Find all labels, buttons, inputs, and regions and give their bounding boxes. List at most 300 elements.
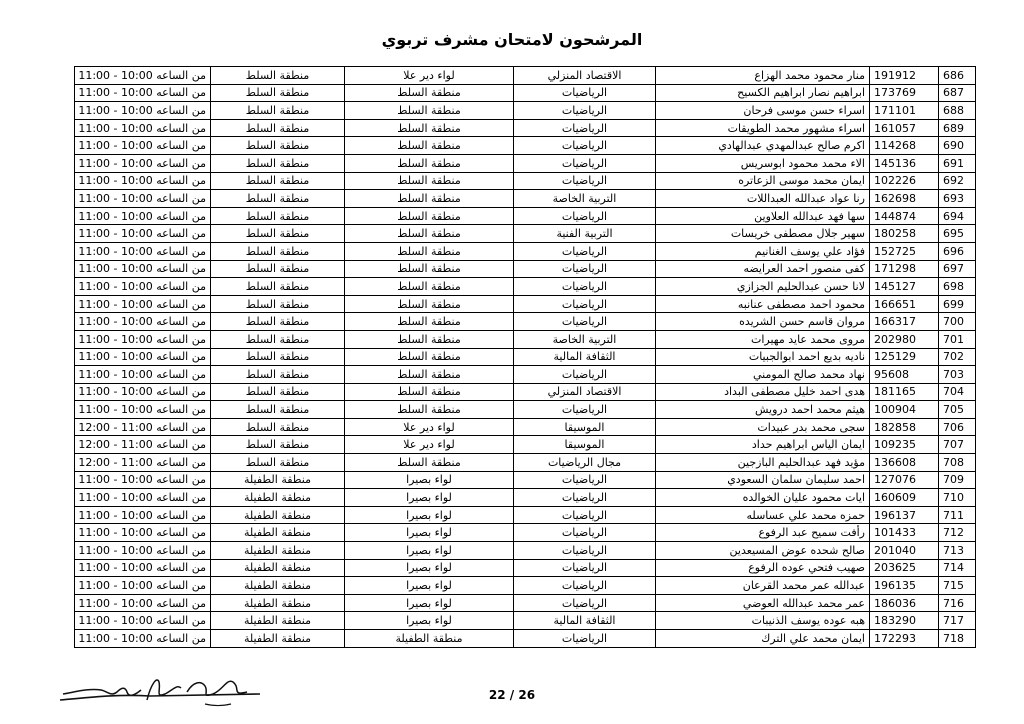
- row-number-cell: [939, 489, 976, 507]
- directorate-cell: [345, 330, 514, 348]
- exam-time-cell: [75, 102, 211, 120]
- candidate-id-cell: [870, 612, 939, 630]
- exam-time: من الساعه 10:00 - 11:00: [78, 68, 206, 82]
- row-number: 706: [943, 420, 964, 434]
- row-number: 701: [943, 332, 964, 346]
- subject: الرياضيات: [561, 561, 608, 575]
- subject: الرياضيات: [561, 156, 608, 170]
- row-number-cell: [939, 313, 976, 331]
- candidate-name-cell: [656, 207, 870, 225]
- exam-region-cell: [211, 489, 345, 507]
- exam-region: منطقة السلط: [245, 455, 310, 469]
- row-number-cell: [939, 506, 976, 524]
- candidate-name: اسراء مشهور محمد الطويقات: [727, 121, 865, 135]
- row-number-cell: [939, 137, 976, 155]
- candidate-name-cell: [656, 119, 870, 137]
- candidate-name: عمر محمد عبدالله العوضي: [742, 596, 865, 610]
- exam-time: من الساعه 11:00 - 12:00: [78, 438, 206, 452]
- candidate-name: اكرم صالح عبدالمهدي عبدالهادي: [718, 139, 865, 153]
- row-number-cell: [939, 225, 976, 243]
- row-number: 691: [943, 156, 964, 170]
- row-number: 695: [943, 227, 964, 241]
- exam-region: منطقة السلط: [245, 279, 310, 293]
- candidate-id: 172293: [874, 631, 916, 645]
- exam-region-cell: [211, 84, 345, 102]
- exam-region-cell: [211, 577, 345, 595]
- directorate: لواء دير علا: [403, 438, 455, 452]
- subject-cell: [514, 225, 656, 243]
- candidate-name: محمود احمد مصطفى عنانبه: [737, 297, 865, 311]
- candidate-name-cell: [656, 506, 870, 524]
- exam-region-cell: [211, 542, 345, 560]
- subject-cell: [514, 242, 656, 260]
- candidate-name-cell: [656, 137, 870, 155]
- exam-time: من الساعه 10:00 - 11:00: [78, 473, 206, 487]
- exam-time: من الساعه 10:00 - 11:00: [78, 315, 206, 329]
- exam-time: من الساعه 10:00 - 11:00: [78, 350, 206, 364]
- row-number: 699: [943, 297, 964, 311]
- exam-region: منطقة الطفيلة: [243, 543, 312, 557]
- exam-region: منطقة السلط: [245, 332, 310, 346]
- exam-region-cell: [211, 172, 345, 190]
- directorate: لواء دير علا: [403, 68, 455, 82]
- exam-region: منطقة السلط: [245, 86, 310, 100]
- exam-time-cell: [75, 295, 211, 313]
- exam-time-cell: [75, 524, 211, 542]
- candidate-id-cell: [870, 577, 939, 595]
- exam-time: من الساعه 10:00 - 11:00: [78, 262, 206, 276]
- subject-cell: [514, 330, 656, 348]
- row-number: 698: [943, 279, 964, 293]
- exam-time: من الساعه 10:00 - 11:00: [78, 103, 206, 117]
- candidate-id: 109235: [874, 438, 916, 452]
- directorate: منطقة السلط: [397, 315, 461, 329]
- directorate-cell: [345, 471, 514, 489]
- table-row: [75, 154, 976, 172]
- row-number: 700: [943, 315, 964, 329]
- exam-region: منطقة السلط: [245, 121, 310, 135]
- candidate-id-cell: [870, 154, 939, 172]
- directorate: منطقة السلط: [397, 262, 461, 276]
- candidate-name: صالح شحده عوض المسيعدين: [729, 543, 865, 557]
- directorate: منطقة السلط: [397, 332, 461, 346]
- subject-cell: [514, 471, 656, 489]
- table-row: [75, 242, 976, 260]
- subject: الرياضيات: [561, 279, 608, 293]
- directorate: منطقة السلط: [397, 403, 461, 417]
- subject: الرياضيات: [561, 631, 608, 645]
- row-number-cell: [939, 612, 976, 630]
- row-number: 692: [943, 174, 964, 188]
- subject: الرياضيات: [561, 596, 608, 610]
- row-number-cell: [939, 524, 976, 542]
- subject-cell: [514, 278, 656, 296]
- row-number: 705: [943, 403, 964, 417]
- table-row: [75, 225, 976, 243]
- exam-region: منطقة السلط: [245, 385, 310, 399]
- exam-region-cell: [211, 630, 345, 648]
- exam-region: منطقة الطفيلة: [243, 561, 312, 575]
- subject-cell: [514, 401, 656, 419]
- exam-region: منطقة السلط: [245, 403, 310, 417]
- subject: الرياضيات: [561, 297, 608, 311]
- candidate-id-cell: [870, 330, 939, 348]
- exam-time: من الساعه 10:00 - 11:00: [78, 385, 206, 399]
- exam-time: من الساعه 11:00 - 12:00: [78, 420, 206, 434]
- candidate-id-cell: [870, 436, 939, 454]
- exam-region-cell: [211, 313, 345, 331]
- exam-region-cell: [211, 102, 345, 120]
- candidate-name: منار محمود محمد الهزاع: [754, 68, 865, 82]
- candidate-name: مروان قاسم حسن الشريده: [739, 315, 865, 329]
- candidate-name-cell: [656, 524, 870, 542]
- exam-time-cell: [75, 190, 211, 208]
- exam-region-cell: [211, 225, 345, 243]
- subject-cell: [514, 577, 656, 595]
- exam-region-cell: [211, 612, 345, 630]
- exam-region: منطقة السلط: [245, 68, 310, 82]
- candidate-name-cell: [656, 102, 870, 120]
- subject-cell: [514, 383, 656, 401]
- page-number: 22 / 26: [488, 688, 536, 702]
- subject-cell: [514, 348, 656, 366]
- candidate-id: 166651: [874, 297, 916, 311]
- exam-time-cell: [75, 330, 211, 348]
- candidate-name: رنا عواد عبدالله العبداللات: [746, 191, 865, 205]
- directorate-cell: [345, 84, 514, 102]
- exam-region: منطقة السلط: [245, 227, 310, 241]
- exam-time: من الساعه 10:00 - 11:00: [78, 86, 206, 100]
- candidate-id-cell: [870, 119, 939, 137]
- candidate-id-cell: [870, 313, 939, 331]
- table-row: [75, 471, 976, 489]
- candidate-name-cell: [656, 594, 870, 612]
- subject: الرياضيات: [561, 508, 608, 522]
- exam-region: منطقة السلط: [245, 191, 310, 205]
- row-number-cell: [939, 383, 976, 401]
- candidate-name-cell: [656, 172, 870, 190]
- directorate-cell: [345, 207, 514, 225]
- candidate-name: صهيب فتحي عوده الرفوع: [748, 561, 865, 575]
- candidate-id: 161057: [874, 121, 916, 135]
- exam-time-cell: [75, 278, 211, 296]
- candidate-name-cell: [656, 383, 870, 401]
- subject: الرياضيات: [561, 121, 608, 135]
- candidate-id: 101433: [874, 526, 916, 540]
- subject-cell: [514, 366, 656, 384]
- table-row: [75, 559, 976, 577]
- exam-region: منطقة السلط: [245, 103, 310, 117]
- candidate-name-cell: [656, 295, 870, 313]
- directorate-cell: [345, 154, 514, 172]
- subject: الاقتصاد المنزلي: [547, 68, 622, 82]
- candidate-name-cell: [656, 330, 870, 348]
- candidate-name: ايمان الياس ابراهيم حداد: [751, 438, 865, 452]
- exam-time-cell: [75, 119, 211, 137]
- table-row: [75, 577, 976, 595]
- exam-region-cell: [211, 524, 345, 542]
- table-row: [75, 542, 976, 560]
- candidate-id: 171298: [874, 262, 916, 276]
- exam-region: منطقة السلط: [245, 156, 310, 170]
- candidate-name: عبدالله عمر محمد القرعان: [742, 579, 865, 593]
- subject: الرياضيات: [561, 491, 608, 505]
- subject: الرياضيات: [561, 139, 608, 153]
- exam-time: من الساعه 10:00 - 11:00: [78, 279, 206, 293]
- subject-cell: [514, 84, 656, 102]
- row-number-cell: [939, 348, 976, 366]
- candidate-name-cell: [656, 242, 870, 260]
- subject-cell: [514, 295, 656, 313]
- row-number-cell: [939, 330, 976, 348]
- exam-time: من الساعه 10:00 - 11:00: [78, 403, 206, 417]
- subject-cell: [514, 524, 656, 542]
- directorate: لواء بصيرا: [406, 473, 452, 487]
- directorate-cell: [345, 506, 514, 524]
- exam-time-cell: [75, 454, 211, 472]
- exam-time-cell: [75, 542, 211, 560]
- candidate-name-cell: [656, 489, 870, 507]
- row-number: 693: [943, 191, 964, 205]
- directorate: لواء بصيرا: [406, 579, 452, 593]
- candidates-table-body: [75, 67, 976, 648]
- exam-region-cell: [211, 154, 345, 172]
- directorate-cell: [345, 594, 514, 612]
- exam-region-cell: [211, 366, 345, 384]
- directorate: لواء بصيرا: [406, 543, 452, 557]
- subject-cell: [514, 489, 656, 507]
- exam-time: من الساعه 10:00 - 11:00: [78, 631, 206, 645]
- candidate-name-cell: [656, 542, 870, 560]
- subject-cell: [514, 313, 656, 331]
- directorate: لواء بصيرا: [406, 614, 452, 628]
- candidate-name-cell: [656, 67, 870, 85]
- candidate-name: رأفت سميح عبد الرفوع: [758, 526, 865, 540]
- directorate-cell: [345, 489, 514, 507]
- directorate: منطقة السلط: [397, 279, 461, 293]
- subject-cell: [514, 418, 656, 436]
- candidate-id: 181165: [874, 385, 916, 399]
- row-number: 710: [943, 491, 964, 505]
- row-number: 702: [943, 350, 964, 364]
- row-number-cell: [939, 102, 976, 120]
- subject: التربية الخاصة: [552, 191, 617, 205]
- exam-region: منطقة الطفيلة: [243, 491, 312, 505]
- exam-region: منطقة السلط: [245, 438, 310, 452]
- row-number-cell: [939, 366, 976, 384]
- subject-cell: [514, 154, 656, 172]
- exam-region-cell: [211, 119, 345, 137]
- subject: الموسيقا: [564, 438, 605, 452]
- exam-time-cell: [75, 594, 211, 612]
- exam-time: من الساعه 10:00 - 11:00: [78, 579, 206, 593]
- table-row: [75, 524, 976, 542]
- exam-time-cell: [75, 383, 211, 401]
- table-row: [75, 436, 976, 454]
- row-number: 707: [943, 438, 964, 452]
- candidate-name-cell: [656, 577, 870, 595]
- candidate-id-cell: [870, 630, 939, 648]
- row-number: 690: [943, 139, 964, 153]
- table-row: [75, 84, 976, 102]
- candidate-id: 166317: [874, 315, 916, 329]
- candidate-name-cell: [656, 154, 870, 172]
- row-number: 703: [943, 367, 964, 381]
- exam-region: منطقة الطفيلة: [243, 473, 312, 487]
- candidate-id-cell: [870, 172, 939, 190]
- candidate-name-cell: [656, 401, 870, 419]
- candidate-name: ايمان محمد موسى الزعاتره: [738, 174, 865, 188]
- subject: الثقافة المالية: [553, 350, 616, 364]
- directorate-cell: [345, 119, 514, 137]
- candidate-id-cell: [870, 260, 939, 278]
- row-number-cell: [939, 418, 976, 436]
- exam-time-cell: [75, 260, 211, 278]
- candidate-id-cell: [870, 489, 939, 507]
- subject-cell: [514, 172, 656, 190]
- table-row: [75, 313, 976, 331]
- row-number-cell: [939, 559, 976, 577]
- row-number: 717: [943, 614, 964, 628]
- candidate-name-cell: [656, 348, 870, 366]
- page-title: المرشحون لامتحان مشرف تربوي: [381, 30, 643, 49]
- directorate: لواء دير علا: [403, 420, 455, 434]
- candidate-id: 183290: [874, 614, 916, 628]
- exam-region: منطقة السلط: [245, 139, 310, 153]
- table-row: [75, 137, 976, 155]
- exam-region-cell: [211, 506, 345, 524]
- candidate-id: 145127: [874, 279, 916, 293]
- directorate: منطقة السلط: [397, 367, 461, 381]
- exam-region-cell: [211, 418, 345, 436]
- candidate-name: فؤاد علي يوسف الغنانيم: [754, 244, 865, 258]
- candidate-name-cell: [656, 471, 870, 489]
- candidate-name-cell: [656, 260, 870, 278]
- candidate-id-cell: [870, 594, 939, 612]
- subject-cell: [514, 559, 656, 577]
- candidate-id: 201040: [874, 543, 916, 557]
- exam-time: من الساعه 10:00 - 11:00: [78, 332, 206, 346]
- exam-region: منطقة السلط: [245, 367, 310, 381]
- directorate: منطقة السلط: [397, 385, 461, 399]
- subject-cell: [514, 190, 656, 208]
- directorate-cell: [345, 102, 514, 120]
- directorate: منطقة السلط: [397, 244, 461, 258]
- exam-time-cell: [75, 67, 211, 85]
- table-row: [75, 506, 976, 524]
- exam-time: من الساعه 10:00 - 11:00: [78, 174, 206, 188]
- directorate-cell: [345, 630, 514, 648]
- directorate-cell: [345, 242, 514, 260]
- exam-region: منطقة الطفيلة: [243, 579, 312, 593]
- directorate-cell: [345, 190, 514, 208]
- table-row: [75, 330, 976, 348]
- exam-region: منطقة الطفيلة: [243, 631, 312, 645]
- candidate-name-cell: [656, 559, 870, 577]
- exam-time: من الساعه 10:00 - 11:00: [78, 491, 206, 505]
- row-number: 718: [943, 631, 964, 645]
- row-number: 687: [943, 86, 964, 100]
- directorate-cell: [345, 225, 514, 243]
- candidate-id-cell: [870, 524, 939, 542]
- directorate: منطقة السلط: [397, 191, 461, 205]
- candidate-id-cell: [870, 102, 939, 120]
- directorate-cell: [345, 401, 514, 419]
- exam-region: منطقة الطفيلة: [243, 526, 312, 540]
- exam-region: منطقة الطفيلة: [243, 508, 312, 522]
- exam-region-cell: [211, 348, 345, 366]
- row-number-cell: [939, 190, 976, 208]
- subject: التربية الخاصة: [552, 332, 617, 346]
- table-row: [75, 366, 976, 384]
- exam-time-cell: [75, 84, 211, 102]
- candidate-name-cell: [656, 84, 870, 102]
- directorate: لواء بصيرا: [406, 491, 452, 505]
- candidate-name: ايات محمود عليان الخوالده: [742, 491, 865, 505]
- candidate-id: 182858: [874, 420, 916, 434]
- table-row: [75, 418, 976, 436]
- directorate: منطقة السلط: [397, 174, 461, 188]
- candidate-name: اسراء حسن موسى فرحان: [743, 103, 865, 117]
- subject-cell: [514, 506, 656, 524]
- directorate: منطقة السلط: [397, 156, 461, 170]
- subject-cell: [514, 612, 656, 630]
- candidate-name-cell: [656, 630, 870, 648]
- exam-region: منطقة السلط: [245, 174, 310, 188]
- table-row: [75, 119, 976, 137]
- candidate-id: 127076: [874, 473, 916, 487]
- candidate-id: 160609: [874, 491, 916, 505]
- candidate-id: 173769: [874, 86, 916, 100]
- candidate-name: ناديه بديع احمد ابوالجبيات: [748, 350, 865, 364]
- directorate: منطقة الطفيلة: [395, 631, 463, 645]
- row-number: 686: [943, 68, 964, 82]
- candidate-id: 180258: [874, 227, 916, 241]
- exam-time: من الساعه 10:00 - 11:00: [78, 526, 206, 540]
- candidate-id-cell: [870, 454, 939, 472]
- row-number-cell: [939, 207, 976, 225]
- candidate-id-cell: [870, 383, 939, 401]
- directorate-cell: [345, 260, 514, 278]
- row-number-cell: [939, 260, 976, 278]
- candidate-name-cell: [656, 190, 870, 208]
- candidate-name-cell: [656, 278, 870, 296]
- exam-time-cell: [75, 418, 211, 436]
- candidate-id-cell: [870, 471, 939, 489]
- exam-time-cell: [75, 630, 211, 648]
- candidate-id: 125129: [874, 350, 916, 364]
- table-row: [75, 489, 976, 507]
- directorate-cell: [345, 295, 514, 313]
- exam-region-cell: [211, 330, 345, 348]
- exam-region-cell: [211, 594, 345, 612]
- candidate-name: ايمان محمد علي الترك: [761, 631, 865, 645]
- subject-cell: [514, 137, 656, 155]
- exam-time-cell: [75, 207, 211, 225]
- candidate-name: سجى محمد بدر عبيدات: [757, 420, 865, 434]
- row-number-cell: [939, 594, 976, 612]
- table-row: [75, 278, 976, 296]
- candidate-id-cell: [870, 84, 939, 102]
- exam-time-cell: [75, 172, 211, 190]
- exam-time: من الساعه 10:00 - 11:00: [78, 244, 206, 258]
- candidate-id-cell: [870, 542, 939, 560]
- subject-cell: [514, 102, 656, 120]
- candidate-name: احمد سليمان سلمان السعودي: [727, 473, 865, 487]
- subject: الرياضيات: [561, 315, 608, 329]
- table-row: [75, 612, 976, 630]
- subject-cell: [514, 436, 656, 454]
